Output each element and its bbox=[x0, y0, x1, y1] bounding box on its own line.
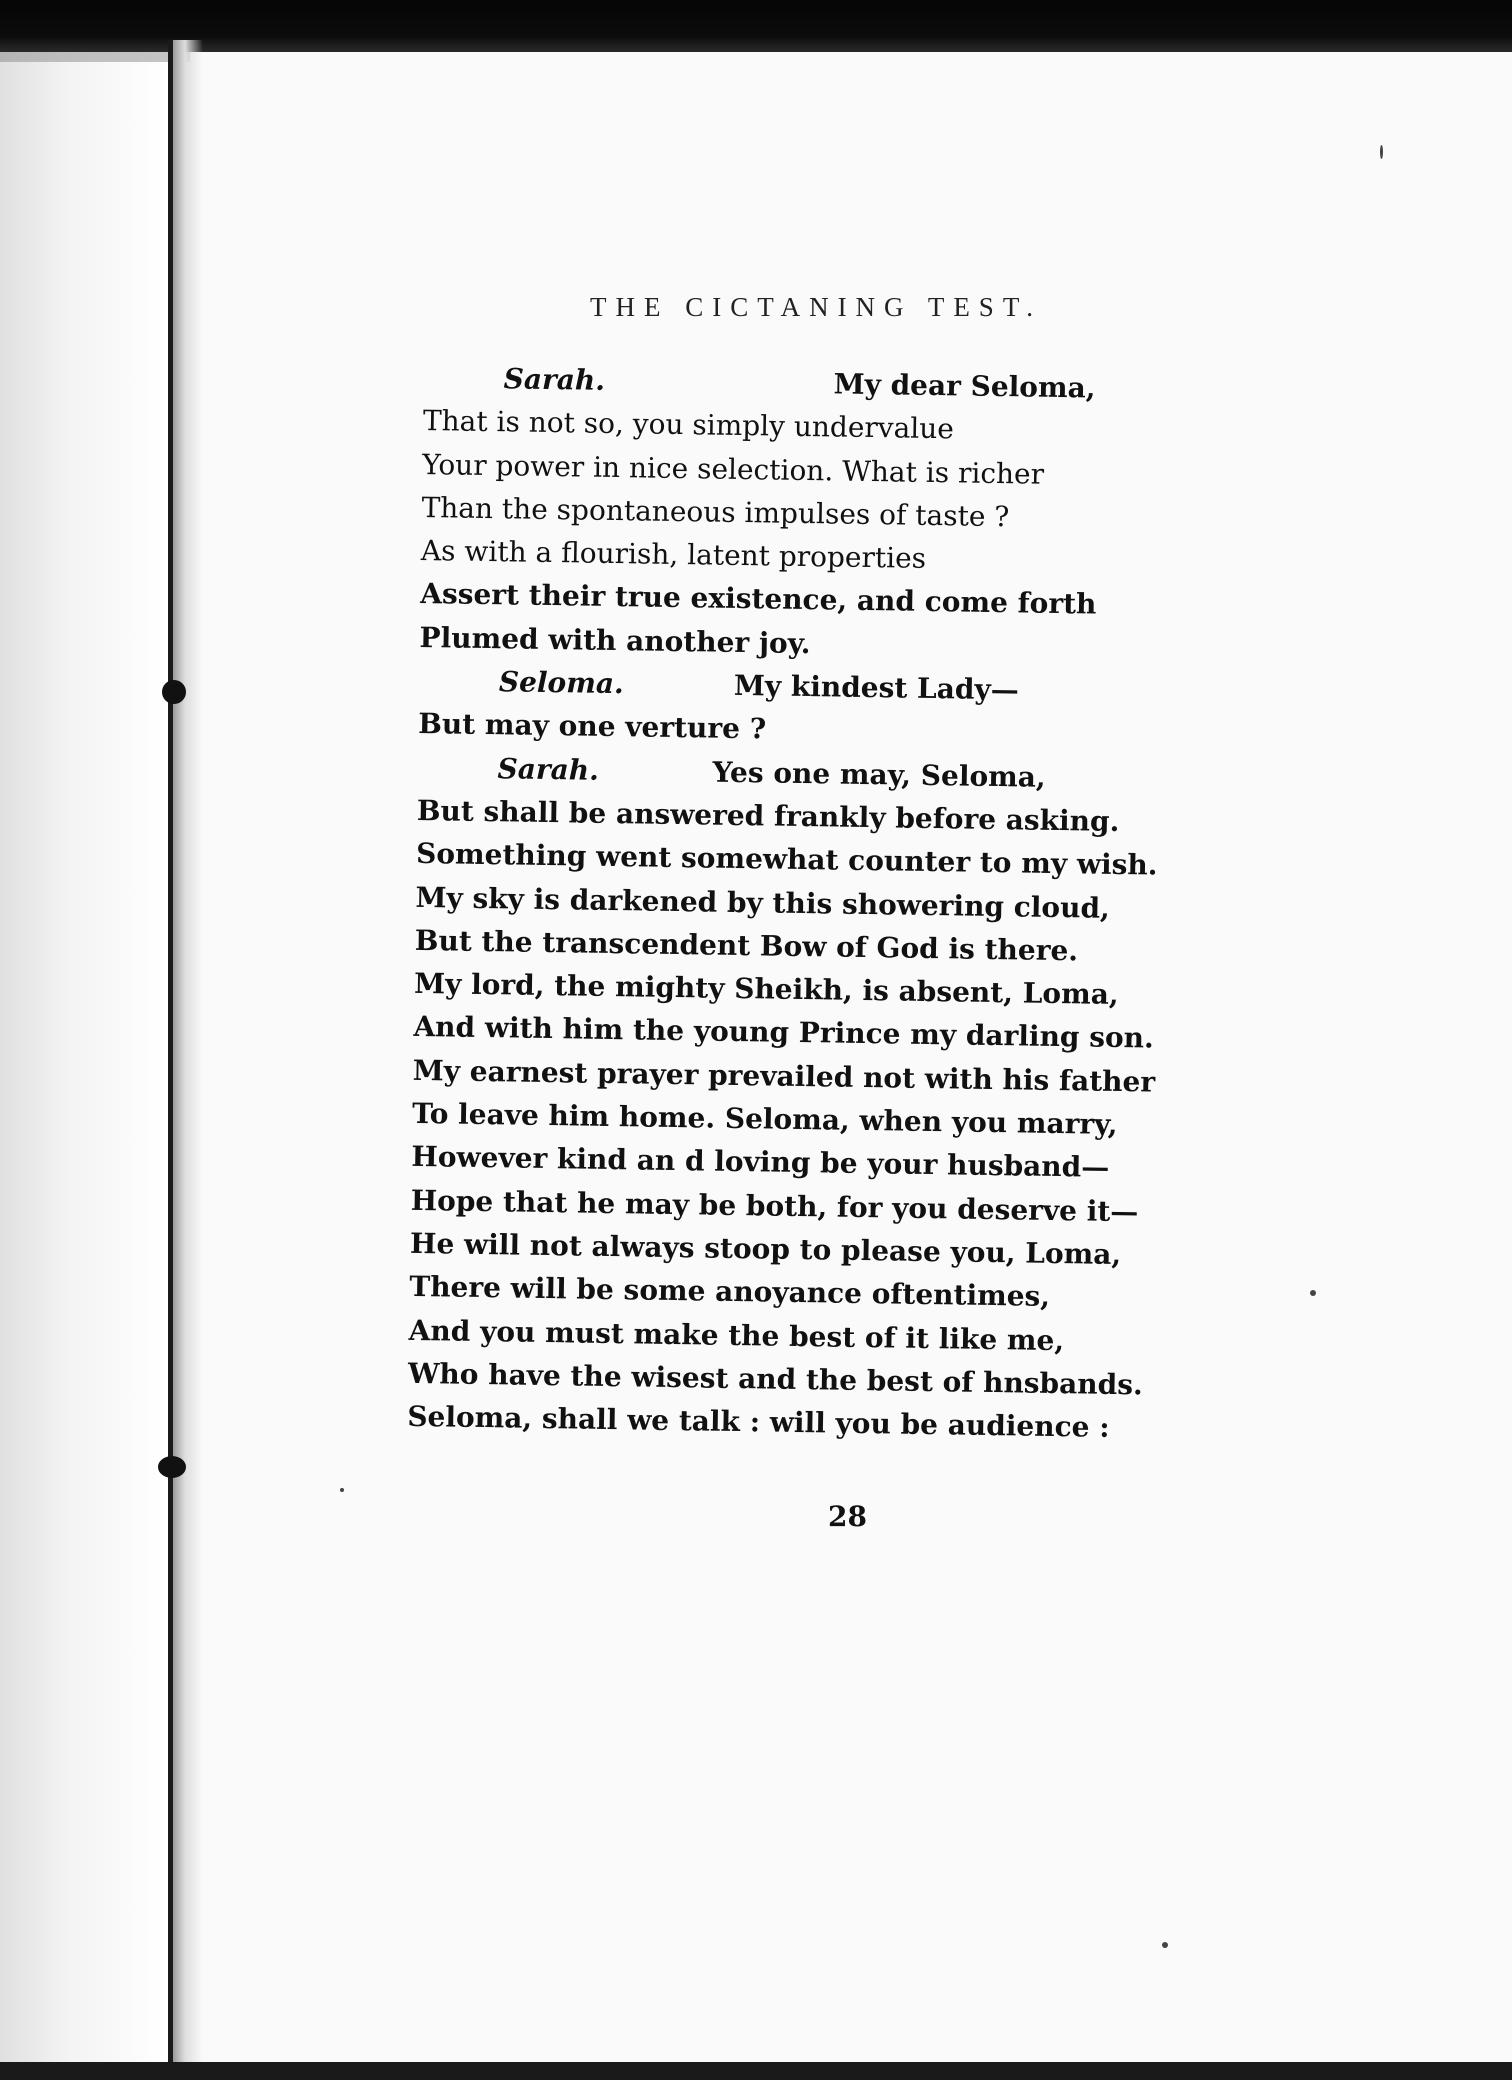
speech-text: My kindest Lady— bbox=[733, 668, 1020, 707]
verse-line: But shall be answered frankly before asking. bbox=[416, 793, 1120, 838]
gutter-shadow bbox=[173, 40, 203, 2080]
left-margin bbox=[0, 52, 168, 2080]
verse-line: And with him the young Prince my darling son. bbox=[413, 1010, 1155, 1055]
verse-line: My earnest prayer prevailed not with his father bbox=[412, 1053, 1156, 1099]
verse-line: To leave him home. Seloma, when you marry, bbox=[411, 1096, 1118, 1142]
dust-speck bbox=[1380, 145, 1383, 159]
dust-speck bbox=[340, 1488, 344, 1492]
verse-line: Plumed with another joy. bbox=[419, 620, 811, 660]
ink-blot bbox=[158, 1456, 186, 1478]
speaker-name: Sarah. bbox=[503, 362, 606, 397]
verse-line: Something went somewhat counter to my wish. bbox=[415, 837, 1158, 882]
dust-speck bbox=[1310, 1290, 1316, 1296]
verse-line: But the transcendent Bow of God is there. bbox=[414, 923, 1079, 968]
top-film-edge bbox=[0, 0, 1512, 52]
verse-line: Your power in nice selection. What is richer bbox=[422, 447, 1045, 491]
verse-line: My lord, the mighty Sheikh, is absent, Loma, bbox=[413, 967, 1119, 1012]
page-number: 28 bbox=[828, 1500, 867, 1533]
verse-line: There will be some anoyance oftentimes, bbox=[409, 1270, 1051, 1314]
verse-line: My sky is darkened by this showering cloud, bbox=[415, 880, 1111, 925]
verse-line: He will not always stoop to please you, Loma, bbox=[409, 1226, 1122, 1271]
bottom-film-edge bbox=[0, 2062, 1512, 2080]
speech-text: My dear Seloma, bbox=[833, 367, 1096, 405]
speech-text: Yes one may, Seloma, bbox=[712, 755, 1046, 794]
verse-line: That is not so, you simply undervalue bbox=[422, 404, 955, 446]
verse-line: However kind an d loving be your husband— bbox=[411, 1140, 1110, 1185]
verse-line: As with a flourish, latent properties bbox=[420, 534, 927, 576]
speaker-name: Sarah. bbox=[497, 751, 600, 787]
verse-line: Assert their true existence, and come forth bbox=[420, 577, 1097, 622]
dust-speck bbox=[1162, 1942, 1168, 1948]
ink-blot bbox=[162, 680, 186, 704]
verse-line: Than the spontaneous impulses of taste ? bbox=[421, 490, 1010, 534]
verse-line: Seloma, shall we talk : will you be audience : bbox=[407, 1399, 1110, 1445]
running-head: THE CICTANING TEST. bbox=[590, 292, 1043, 322]
top-film-edge-strip bbox=[0, 52, 190, 62]
verse-line: Hope that he may be both, for you deserve it— bbox=[410, 1183, 1139, 1228]
verse-line: Who have the wisest and the best of hnsbands. bbox=[407, 1356, 1144, 1402]
speaker-name: Seloma. bbox=[498, 665, 625, 701]
verse-line: And you must make the best of it like me, bbox=[408, 1313, 1065, 1357]
verse-text-block bbox=[407, 356, 1204, 1451]
verse-line: But may one verture ? bbox=[417, 707, 767, 746]
